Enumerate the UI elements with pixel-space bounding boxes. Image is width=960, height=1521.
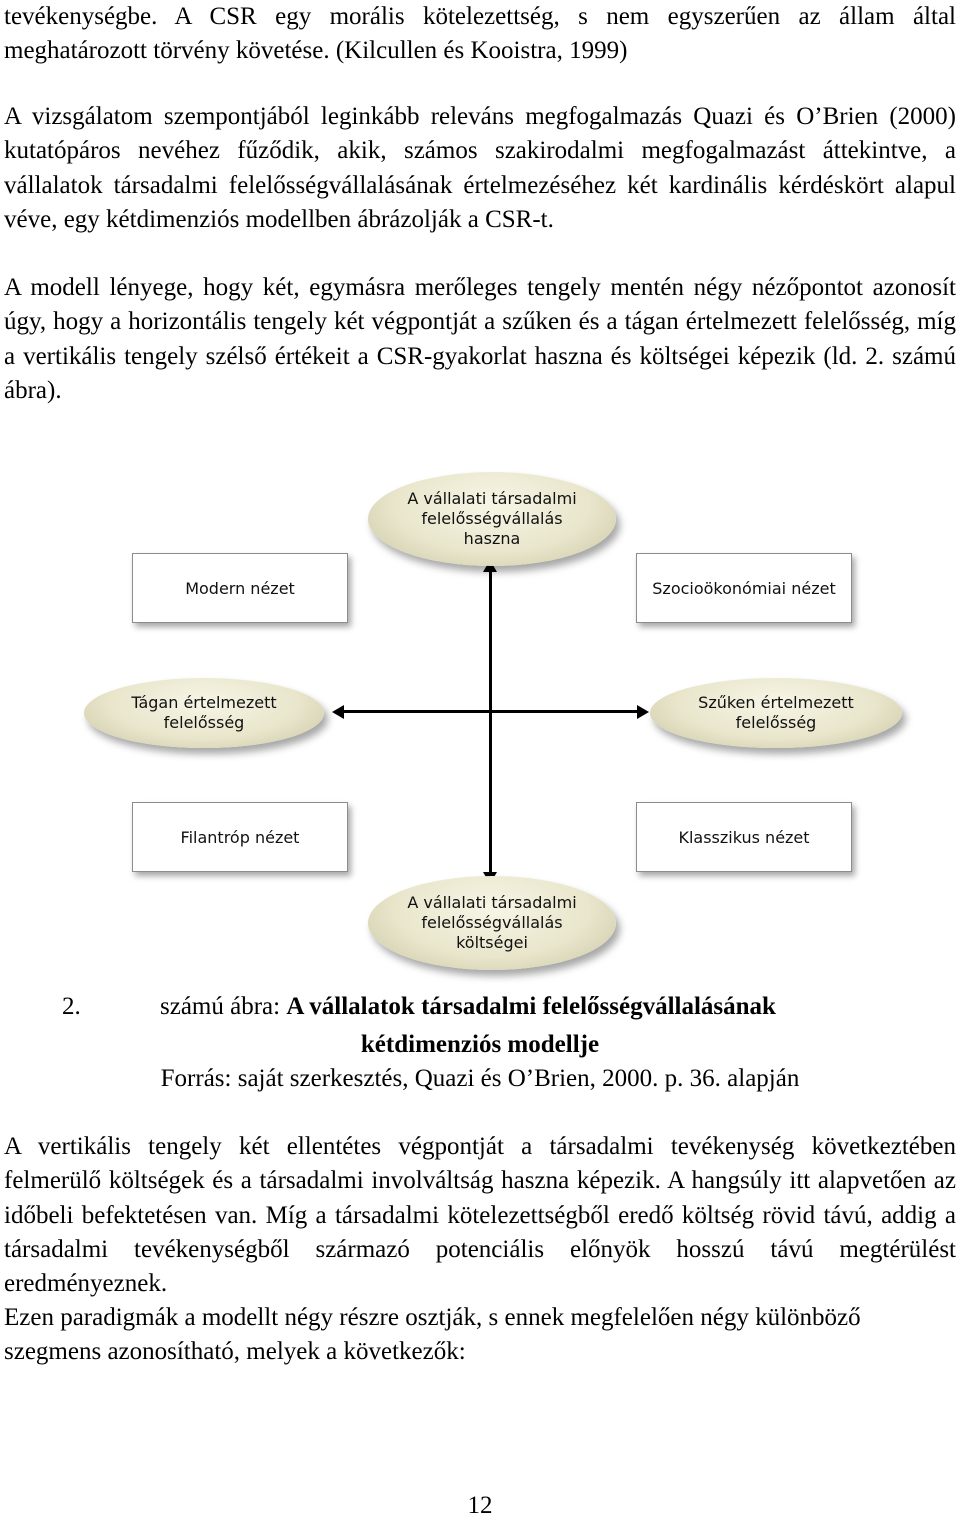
caption-source: Forrás: saját szerkesztés, Quazi és O’Brien, 2000. p. 36. alapján [160,1065,800,1092]
caption-line1 [160,993,776,1021]
paragraph-quazi: A vizsgálatom szempontjából leginkább releváns megfogalmazás Quazi és O’Brien (2000) kutatópáros nevéhez fűződik, akik, számos szakirodalmi megfogalmazást áttekintve, a vállalatok társadalmi felelősségvállalásának értelmezéséhez két kardinális kérdéskört alapul véve, egy kétdimenziós modellben ábrázolják a CSR-t. [4,103,956,233]
page-number: 12 [467,1492,493,1519]
box-modern-view: Modern nézet [132,553,348,623]
arrow-left-icon [332,705,344,719]
paragraph-segments: Ezen paradigmák a modellt négy részre osztják, s ennek megfelelően négy különböző szegmens azonosítható, melyek a következők: [4,1304,861,1366]
horizontal-axis [340,710,640,713]
arrow-right-icon [637,705,649,719]
box-philanthropic-view: Filantróp nézet [132,802,348,872]
caption-title-line2-wrap [0,1028,960,1062]
caption-number: 2. [62,993,81,1020]
caption-title-line2: kétdimenziós modellje [360,1031,600,1058]
caption-title-line1: A vállalatok társadalmi felelősségvállalásának [286,993,776,1020]
vertical-axis [489,568,492,878]
ellipse-narrow-responsibility: Szűken értelmezett felelősség [650,678,902,748]
box-socioeconomic-view: Szocioökonómiai nézet [636,553,852,623]
ellipse-benefit: A vállalati társadalmi felelősségvállalás haszna [368,472,616,566]
caption-prefix: számú ábra: [160,993,281,1020]
paragraph-intro: tevékenységbe. A CSR egy morális kötelezettség, s nem egyszerűen az állam által meghatározott törvény követése. (Kilcullen és Kooistra, 1999) [4,3,956,65]
ellipse-cost: A vállalati társadalmi felelősségvállalás költségei [368,876,616,970]
csr-model-diagram [0,460,960,980]
ellipse-broad-responsibility: Tágan értelmezett felelősség [84,678,324,748]
box-classical-view: Klasszikus nézet [636,802,852,872]
paragraph-vertical-axis: A vertikális tengely két ellentétes végpontját a társadalmi tevékenység következtében felmerülő költségek és a társadalmi involváltság haszna képezik. A hangsúly itt alapvetően az időbeli befektetésen van. Míg a társadalmi kötelezettségből eredő költség rövid távú, addig a társadalmi tevékenységből származó potenciális előnyök hosszú távú megtérülést eredményeznek. [4,1133,956,1298]
paragraph-model: A modell lényege, hogy két, egymásra merőleges tengely mentén négy nézőpontot azonosít úgy, hogy a horizontális tengely két végpontját a szűken és a tágan értelmezett felelősség, míg a vertikális tengely szélső értékeit a CSR-gyakorlat haszna és költségei képezik (ld. 2. számú ábra). [4,274,956,404]
